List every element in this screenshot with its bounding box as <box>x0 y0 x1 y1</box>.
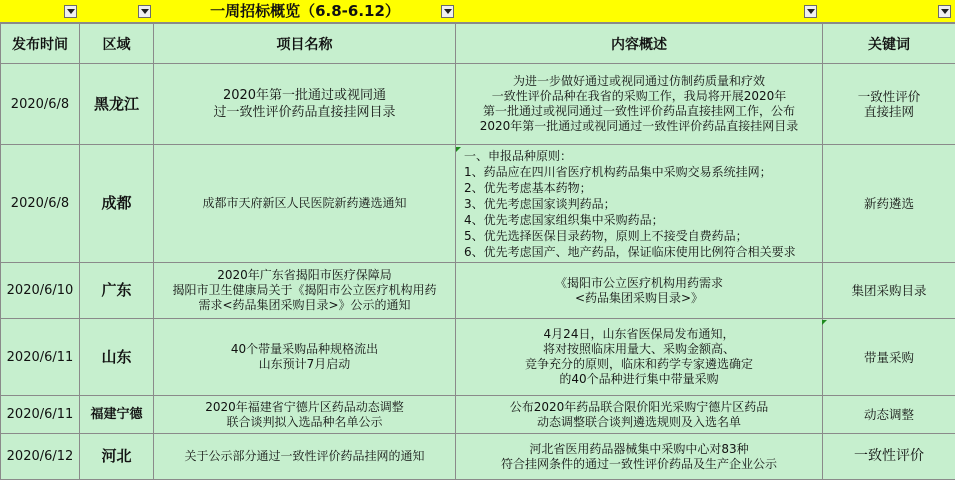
summary-line: 3、优先考虑国家谈判药品； <box>464 196 616 211</box>
date-cell[interactable]: 2020/6/10 <box>1 263 80 319</box>
region-cell[interactable]: 成都 <box>80 145 154 263</box>
table-row <box>1 396 955 434</box>
summary-line: 公布2020年药品联合限价阳光采购宁德片区药品 <box>509 399 769 414</box>
project-cell[interactable] <box>154 319 456 396</box>
filter-dropdown-icon[interactable] <box>138 5 151 18</box>
table-row <box>1 64 955 145</box>
summary-line: 1、药品应在四川省医疗机构药品集中采购交易系统挂网； <box>464 164 772 179</box>
summary-line: 为进一步做好通过或视同通过仿制药质量和疗效 <box>512 74 765 88</box>
summary-line: 《揭阳市公立医疗机构用药需求 <box>554 275 723 290</box>
project-line: 过一致性评价药品直接挂网目录 <box>213 105 396 120</box>
project-cell[interactable] <box>154 263 456 319</box>
comment-marker-icon[interactable] <box>822 320 827 325</box>
summary-line: 2、优先考虑基本药物； <box>464 180 592 195</box>
keyword-cell[interactable]: 一致性评价 <box>823 434 955 480</box>
date-cell[interactable]: 2020/6/11 <box>1 319 80 396</box>
summary-line: 4、优先考虑国家组织集中采购药品； <box>464 212 664 227</box>
region-cell[interactable]: 河北 <box>80 434 154 480</box>
project-line: 需求<药品集团采购目录>》公示的通知 <box>198 298 411 312</box>
keyword-cell[interactable] <box>823 263 955 319</box>
project-cell[interactable] <box>154 434 456 480</box>
summary-line: 竞争充分的原则，临床和药学专家遴选确定 <box>524 357 753 371</box>
summary-line: 一致性评价品种在我省的采购工作，我局将开展2020年 <box>491 89 787 103</box>
project-line: 揭阳市卫生健康局关于《揭阳市公立医疗机构用药 <box>172 283 437 297</box>
summary-cell[interactable] <box>456 64 823 145</box>
project-cell[interactable] <box>154 396 456 434</box>
keyword-line: 新药遴选 <box>863 196 914 211</box>
sheet-title: 一周招标概览（6.8-6.12） <box>210 2 400 20</box>
keyword-line: 一致性评价 <box>857 89 921 104</box>
keyword-cell[interactable]: 动态调整 <box>823 396 955 434</box>
keyword-cell[interactable] <box>823 319 955 396</box>
project-cell[interactable] <box>154 145 456 263</box>
title-row <box>0 0 955 23</box>
table-row <box>1 434 955 480</box>
summary-line: 2020年第一批通过或视同通过一致性评价药品直接挂网目录 <box>479 119 799 133</box>
project-cell[interactable] <box>154 64 456 145</box>
header-project[interactable]: 项目名称 <box>154 24 456 64</box>
region-cell[interactable]: 黑龙江 <box>80 64 154 145</box>
comment-marker-icon[interactable] <box>456 147 461 152</box>
summary-line: 的40个品种进行集中带量采购 <box>559 372 719 386</box>
keyword-line: 直接挂网 <box>863 104 914 119</box>
keyword-cell[interactable] <box>823 145 955 263</box>
summary-line: 动态调整联合谈判遴选规则及入选名单 <box>536 414 741 429</box>
project-line: 成都市天府新区人民医院新药遴选通知 <box>202 196 407 210</box>
summary-cell[interactable] <box>456 434 823 480</box>
header-row <box>1 24 955 64</box>
filter-dropdown-icon[interactable] <box>64 5 77 18</box>
summary-line: 一、申报品种原则： <box>464 148 573 163</box>
project-line: 联合谈判拟入选品种名单公示 <box>226 414 383 429</box>
region-cell[interactable]: 广东 <box>80 263 154 319</box>
bidding-table <box>0 23 955 480</box>
summary-cell[interactable] <box>456 145 823 263</box>
header-date[interactable]: 发布时间 <box>1 24 80 64</box>
summary-line: 符合挂网条件的通过一致性评价药品及生产企业公示 <box>500 456 777 471</box>
header-summary[interactable]: 内容概述 <box>456 24 823 64</box>
keyword-line: 带量采购 <box>863 349 914 365</box>
header-region[interactable]: 区域 <box>80 24 154 64</box>
date-cell[interactable]: 2020/6/8 <box>1 145 80 263</box>
table-row <box>1 145 955 263</box>
project-line: 2020年广东省揭阳市医疗保障局 <box>217 268 392 282</box>
filter-dropdown-icon[interactable] <box>804 5 817 18</box>
keyword-line: 集团采购目录 <box>851 283 927 298</box>
summary-line: 第一批通过或视同通过一致性评价药品直接挂网工作，公布 <box>482 104 795 118</box>
date-cell[interactable]: 2020/6/8 <box>1 64 80 145</box>
summary-line: 4月24日，山东省医保局发布通知， <box>543 327 735 341</box>
project-line: 山东预计7月启动 <box>258 357 351 371</box>
project-line: 关于公示部分通过一致性评价药品挂网的通知 <box>184 449 425 463</box>
project-line: 40个带量采购品种规格流出 <box>230 342 379 356</box>
summary-line: 6、优先考虑国产、地产药品，保证临床使用比例符合相关要求 <box>464 244 796 259</box>
filter-dropdown-icon[interactable] <box>441 5 454 18</box>
region-cell[interactable]: 福建宁德 <box>80 396 154 434</box>
date-cell[interactable]: 2020/6/11 <box>1 396 80 434</box>
region-cell[interactable]: 山东 <box>80 319 154 396</box>
date-cell[interactable]: 2020/6/12 <box>1 434 80 480</box>
summary-cell[interactable] <box>456 319 823 396</box>
keyword-cell[interactable] <box>823 64 955 145</box>
summary-cell[interactable] <box>456 396 823 434</box>
header-keyword[interactable]: 关键词 <box>823 24 955 64</box>
summary-line: <药品集团采购目录>》 <box>574 290 704 305</box>
summary-line: 5、优先选择医保目录药物，原则上不接受自费药品； <box>464 228 748 243</box>
project-line: 2020年第一批通过或视同通 <box>222 88 387 103</box>
filter-dropdown-icon[interactable] <box>938 5 951 18</box>
summary-cell[interactable] <box>456 263 823 319</box>
summary-line: 河北省医用药品器械集中采购中心对83种 <box>529 441 749 456</box>
table-row <box>1 319 955 396</box>
summary-line: 将对按照临床用量大、采购金额高、 <box>542 342 735 356</box>
table-row <box>1 263 955 319</box>
project-line: 2020年福建省宁德片区药品动态调整 <box>205 399 404 414</box>
